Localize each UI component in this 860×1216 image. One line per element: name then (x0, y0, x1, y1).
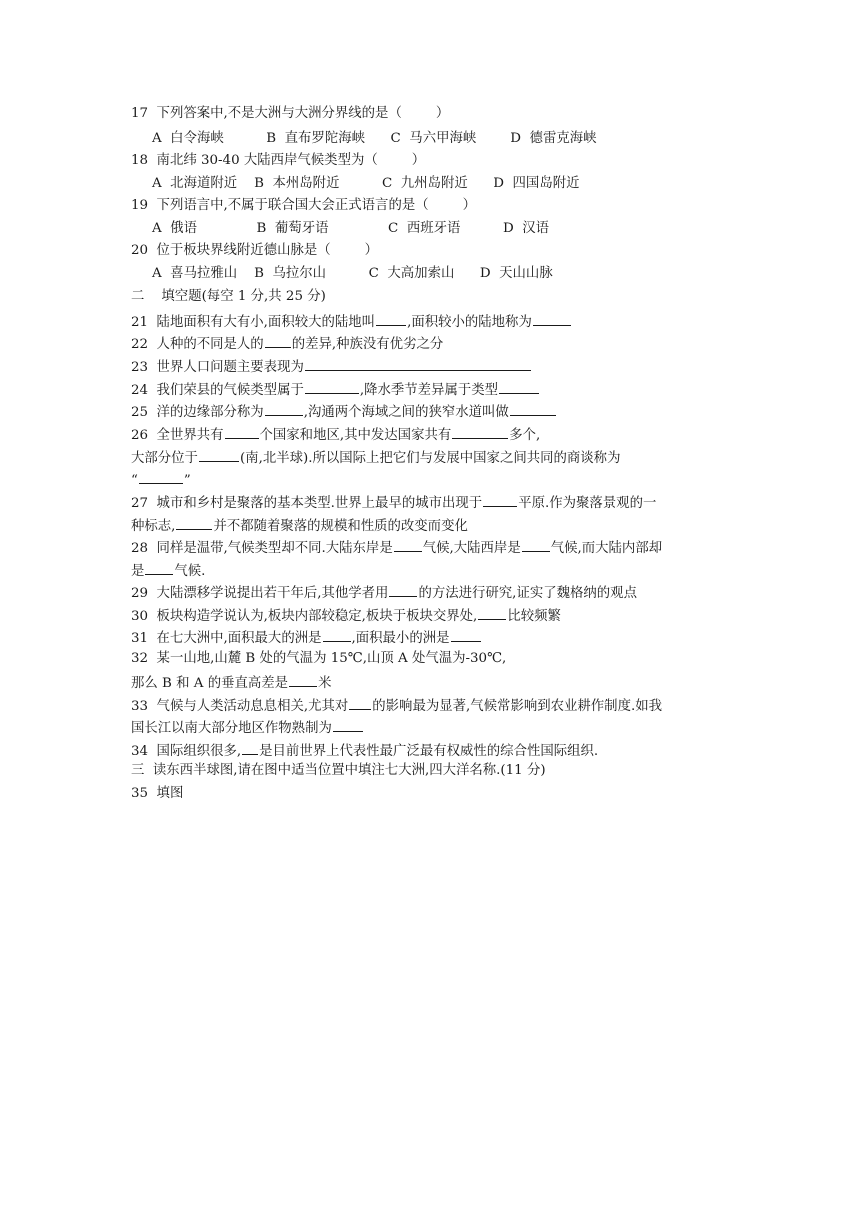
answer-blank[interactable] (389, 582, 417, 597)
answer-blank[interactable] (199, 447, 239, 462)
question-31: 31 在七大洲中,面积最大的洲是 ,面积最小的洲是 (131, 627, 482, 648)
question-35: 35 填图 (131, 786, 184, 801)
answer-blank[interactable] (451, 627, 481, 642)
question-28-line-2: 是 气候. (131, 560, 205, 581)
question-20: 20 位于板块界线附近德山脉是（ ） (131, 243, 379, 258)
question-19-options: A 俄语 B 葡萄牙语 C 西班牙语 D 汉语 (152, 221, 549, 236)
question-23: 23 世界人口问题主要表现为 (131, 356, 532, 377)
question-26-line-3: “ ” (131, 469, 191, 490)
answer-blank[interactable] (265, 333, 291, 348)
answer-blank[interactable] (376, 311, 406, 326)
question-29: 29 大陆漂移学说提出若干年后,其他学者用 的方法进行研究,证实了魏格纳的观点 (131, 582, 637, 603)
answer-blank[interactable] (522, 537, 550, 552)
section-3-title: 三 读东西半球图,请在图中适当位置中填注七大洲,四大洋名称.(11 分) (131, 763, 546, 778)
answer-blank[interactable] (305, 379, 359, 394)
question-18-options: A 北海道附近 B 本州岛附近 C 九州岛附近 D 四国岛附近 (152, 176, 580, 191)
answer-blank[interactable] (225, 424, 259, 439)
answer-blank[interactable] (305, 356, 531, 371)
answer-blank[interactable] (483, 492, 517, 507)
question-30: 30 板块构造学说认为,板块内部较稳定,板块于板块交界处, 比较频繁 (131, 605, 561, 626)
answer-blank[interactable] (478, 605, 506, 620)
question-22: 22 人种的不同是人的 的差异,种族没有优劣之分 (131, 333, 443, 354)
answer-blank[interactable] (349, 695, 371, 710)
question-26-line-2: 大部分位于 (南,北半球).所以国际上把它们与发展中国家之间共同的商谈称为 (131, 447, 620, 468)
answer-blank[interactable] (242, 740, 258, 755)
answer-blank[interactable] (510, 401, 556, 416)
question-25: 25 洋的边缘部分称为 ,沟通两个海域之间的狭窄水道叫做 (131, 401, 557, 422)
answer-blank[interactable] (333, 717, 363, 732)
question-28: 28 同样是温带,气候类型却不同.大陆东岸是 气候,大陆西岸是 气候,而大陆内部却 (131, 537, 662, 558)
answer-blank[interactable] (265, 401, 303, 416)
answer-blank[interactable] (145, 560, 173, 575)
question-24: 24 我们荣县的气候类型属于 ,降水季节差异属于类型 (131, 379, 540, 400)
section-2-title: 二 填空题(每空 1 分,共 25 分) (131, 289, 326, 304)
question-17: 17 下列答案中,不是大洲与大洲分界线的是（ ） (131, 106, 450, 121)
question-19: 19 下列语言中,不属于联合国大会正式语言的是（ ） (131, 198, 477, 213)
question-21: 21 陆地面积有大有小,面积较大的陆地叫 ,面积较小的陆地称为 (131, 311, 572, 332)
answer-blank[interactable] (139, 469, 183, 484)
question-17-options: A 白令海峡 B 直布罗陀海峡 C 马六甲海峡 D 德雷克海峡 (152, 131, 597, 146)
question-18: 18 南北纬 30-40 大陆西岸气候类型为（ ） (131, 153, 426, 168)
question-32-line-2: 那么 B 和 A 的垂直高差是 米 (131, 672, 331, 693)
answer-blank[interactable] (289, 672, 317, 687)
answer-blank[interactable] (452, 424, 508, 439)
question-32: 32 某一山地,山麓 B 处的气温为 15℃,山顶 A 处气温为-30℃, (131, 651, 507, 666)
question-33-line-2: 国长江以南大部分地区作物熟制为 (131, 717, 364, 738)
answer-blank[interactable] (533, 311, 571, 326)
question-20-options: A 喜马拉雅山 B 乌拉尔山 C 大高加索山 D 天山山脉 (152, 266, 553, 281)
answer-blank[interactable] (394, 537, 422, 552)
question-27: 27 城市和乡村是聚落的基本类型.世界上最早的城市出现于 平原.作为聚落景观的一 (131, 492, 656, 513)
question-27-line-2: 种标志, 并不都随着聚落的规模和性质的改变而变化 (131, 515, 468, 536)
answer-blank[interactable] (323, 627, 351, 642)
question-33: 33 气候与人类活动息息相关,尤其对 的影响最为显著,气候常影响到农业耕作制度.如我 (131, 695, 662, 716)
answer-blank[interactable] (176, 515, 212, 530)
answer-blank[interactable] (499, 379, 539, 394)
question-34: 34 国际组织很多, 是目前世界上代表性最广泛最有权威性的综合性国际组织. (131, 740, 598, 761)
question-26: 26 全世界共有 个国家和地区,其中发达国家共有 多个, (131, 424, 540, 445)
